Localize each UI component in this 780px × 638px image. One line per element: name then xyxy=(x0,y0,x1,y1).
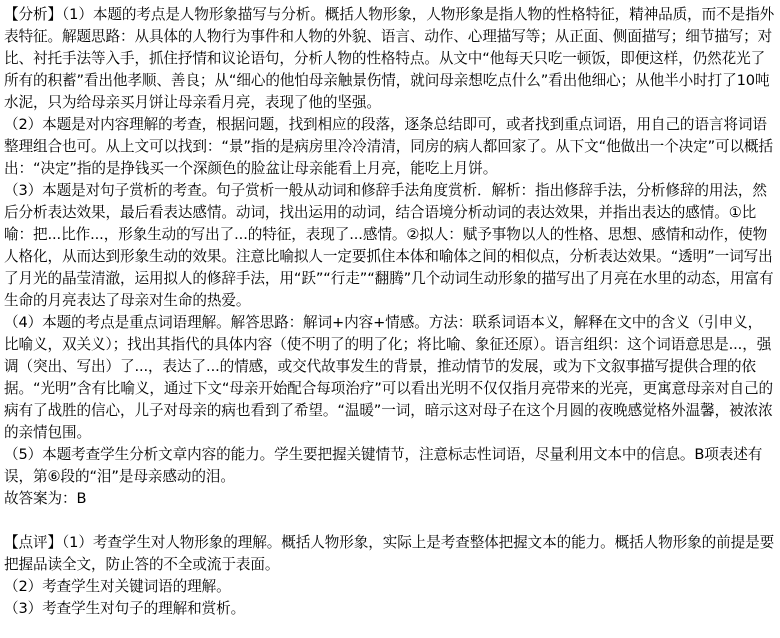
analysis-part-4: （4）本题的考点是重点词语理解。解答思路：解词+内容+情感。方法：联系词语本义，解释在文中的含义（引申义，比喻义，双关义）；找出其指代的具体内容（使不明了的明了化；将比喻、象征还原）。语言组织：这个词语意思是...，强调（突出、写出）了...，表达了...的情感，或交代故事发生的背景，推动情节的发展，或为下文叙事描写提供合理的依据。“光明”含有比喻义，通过下文“母亲开始配合每项治疗”可以看出光明不仅仅指月亮带来的光亮，更寓意母亲对自己的病有了战胜的信心，儿子对母亲的病也看到了希望。“温暖”一词，暗示这对母子在这个月圆的夜晚感觉格外温馨，被浓浓的亲情包围。 xyxy=(4,314,774,441)
section-gap xyxy=(4,510,776,532)
analysis-part-1: 【分析】（1）本题的考点是人物形象描写与分析。概括人物形象，人物形象是指人物的性格特征，精神品质，而不是指外表特征。解题思路：从具体的人物行为事件和人物的外貌、语言、动作、心理描写等；从正面、侧面描写；细节描写；对比、衬托手法等入手，抓住抒情和议论语句，分析人物的性格特点。从文中“他每天只吃一顿饭，即便这样，仍然花光了所有的积蓄”看出他孝顺、善良；从“细心的他怕母亲触景伤情，就问母亲想吃点什么”看出他细心；从他半小时打了10吨水泥，只为给母亲买月饼让母亲看月亮，表现了他的坚强。 xyxy=(4,6,775,111)
comment-part-1: 【点评】（1）考查学生对人物形象的理解。概括人物形象，实际上是考查整体把握文本的能力。概括人物形象的前提是要把握品读全文，防止答的不全或流于表面。 xyxy=(4,534,775,573)
analysis-part-3: （3）本题是对句子赏析的考查。句子赏析一般从动词和修辞手法角度赏析．解析：指出修辞手法，分析修辞的用法，然后分析表达效果，最后看表达感情。动词，找出运用的动词，结合语境分析动词的表达效果，并指出表达的感情。①比喻：把...比作...，形象生动的写出了...的特征，表现了...感情。②拟人：赋予事物以人的性格、思想、感情和动作，使物人格化，从而达到形象生动的效果。注意比喻拟人一定要抓住本体和喻体之间的相似点，分析表达效果。“透明”一词写出了月光的晶莹清澈，运用拟人的修辞手法，用“跃”“行走”“翻腾”几个动词生动形象的描写出了月亮在水里的动态，用富有生命的月亮表达了母亲对生命的热爱。 xyxy=(4,182,774,309)
analysis-part-2: （2）本题是对内容理解的考查，根据问题，找到相应的段落，逐条总结即可，或者找到重点词语，用自己的语言将词语整理组合也可。从上文可以找到：“景”指的是病房里冷冷清清，同房的病人都回家了。从下文“他做出一个决定”可以概括出：“决定”指的是挣钱买一个深颜色的脸盆让母亲能看上月亮，能吃上月饼。 xyxy=(4,116,774,177)
comment-part-3: （3）考查学生对句子的理解和赏析。 xyxy=(4,600,246,617)
answer-line: 故答案为：B xyxy=(4,490,87,507)
analysis-part-5: （5）本题考查学生分析文章内容的能力。学生要把握关键情节，注意标志性词语，尽量利用文本中的信息。B项表述有误，第⑥段的“泪”是母亲感动的泪。 xyxy=(4,446,763,485)
comment-part-2: （2）考查学生对关键词语的理解。 xyxy=(4,578,231,595)
